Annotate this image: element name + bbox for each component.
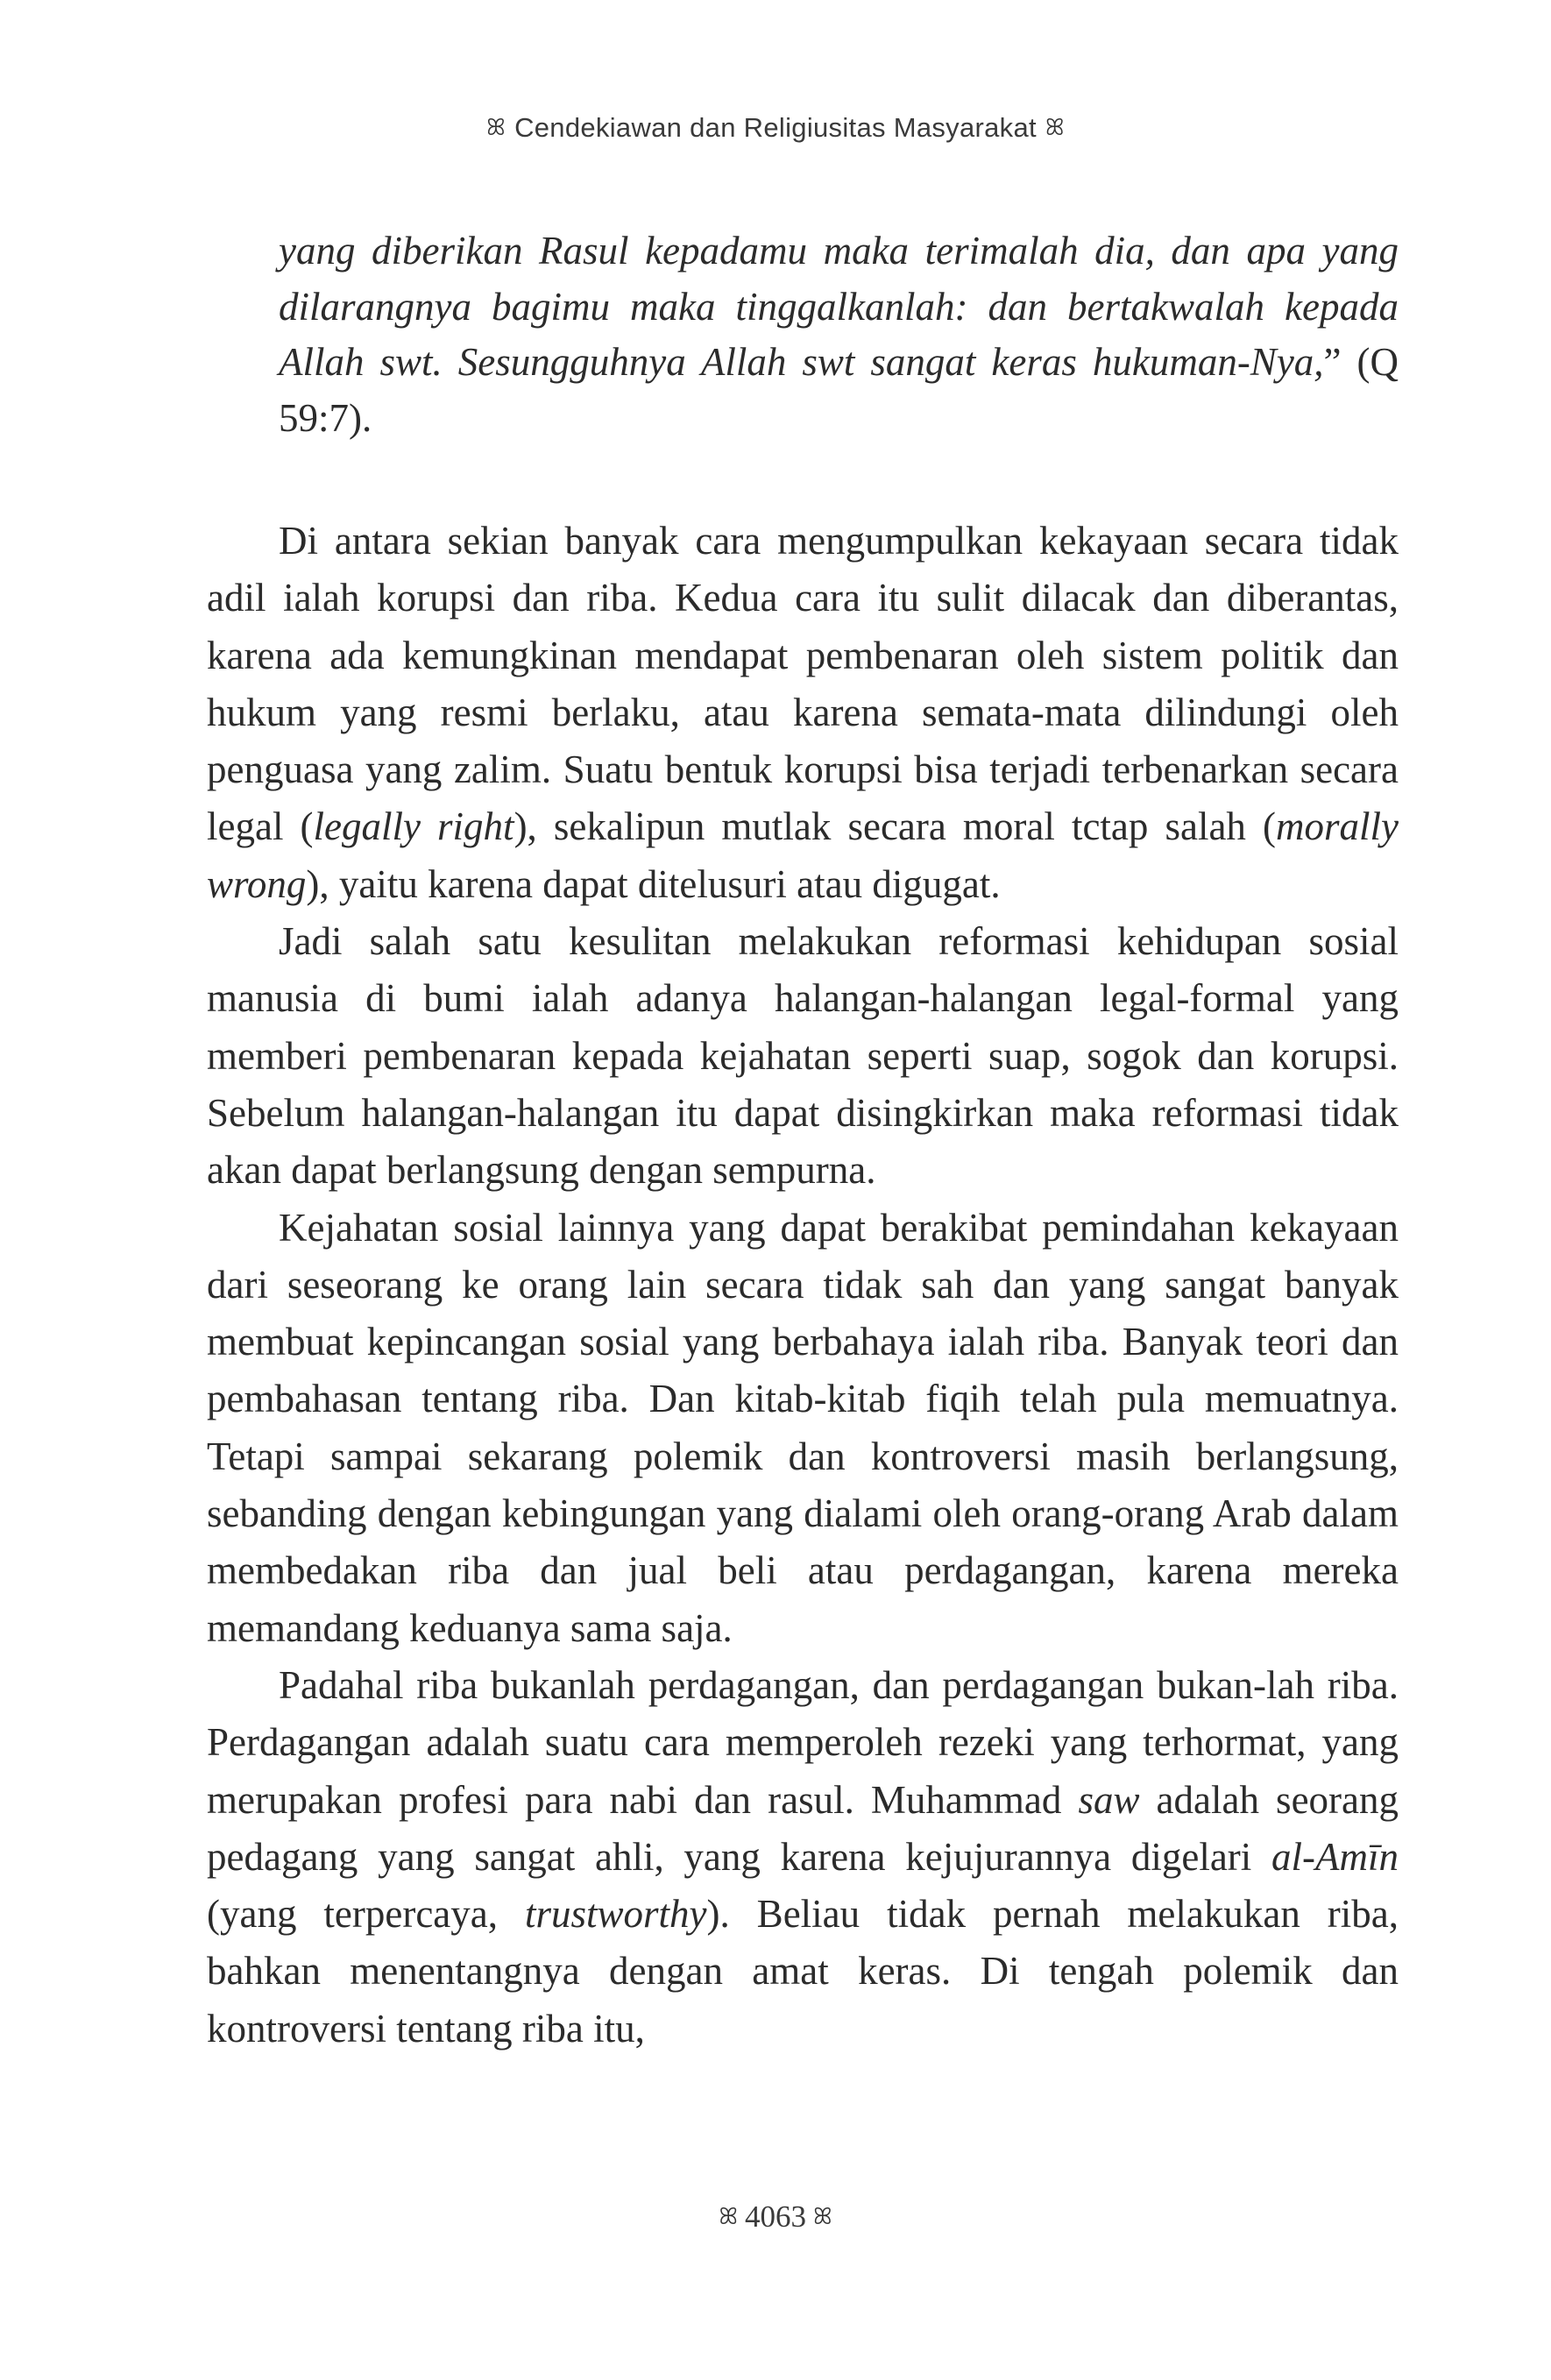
paragraph-4-italic-2: al-Amīn [1271,1834,1399,1879]
ornament-right-icon: ꕤ [1045,115,1065,141]
paragraph-4-part-d: ). Beliau tidak pernah melakukan riba, bahkan menentangnya dengan amat keras. Di tengah polemik dan kontroversi tentang riba itu, [207,1892,1399,2051]
paragraph-1-part-a: Di antara sekian banyak cara mengumpulkan kekayaan secara tidak adil ialah korupsi dan riba. Kedua cara itu sulit dilacak dan diberantas, karena ada kemungkinan mendapat pembenaran oleh sistem politik dan hukum yang resmi berlaku, atau karena semata-mata dilindungi oleh penguasa yang zalim. Suatu bentuk korupsi bisa terjadi terbenarkan secara legal ( [207,519,1399,849]
body-text [207,513,1399,2058]
paragraph-4-italic-1: saw [1078,1777,1140,1822]
paragraph-1-italic-2: morally wrong [207,804,1399,906]
paragraph-4-part-a: Padahal riba bukanlah perdagangan, dan perdagangan bukan-lah riba. Perdagangan adalah suatu cara memperoleh rezeki yang terhormat, yang merupakan profesi para nabi dan rasul. Muhammad [207,1662,1399,1822]
paragraph-4 [207,1657,1399,2058]
paragraph-1-part-c: ), yaitu karena dapat ditelusuri atau digugat. [306,861,1001,906]
paragraph-1-part-b: ), sekalipun mutlak secara moral tctap salah ( [513,804,1276,849]
ornament-right-icon: ꕤ [813,2204,832,2230]
paragraph-4-part-b: adalah seorang pedagang yang sangat ahli, yang karena kejujurannya digelari [207,1777,1399,1879]
paragraph-4-italic-3: trustworthy [524,1892,707,1937]
paragraph-1-italic-1: legally right [313,804,514,849]
paragraph-2: Jadi salah satu kesulitan melakukan reformasi kehidupan sosial manusia di bumi ialah adanya halangan-halangan legal-formal yang memberi pembenaran kepada kejahatan seperti suap, sogok dan korupsi. Sebelum halangan-halangan itu dapat disingkirkan maka reformasi tidak akan dapat berlangsung dengan sempurna. [207,919,1399,1193]
quran-quote [279,223,1399,446]
paragraph-4-part-c: (yang terpercaya, [207,1892,525,1937]
paragraph-1 [207,513,1399,913]
paragraph-3: Kejahatan sosial lainnya yang dapat berakibat pemindahan kekayaan dari seseorang ke orang lain secara tidak sah dan yang sangat banyak membuat kepincangan sosial yang berbahaya ialah riba. Banyak teori dan pembahasan tentang riba. Dan kitab-kitab fiqih telah pula memuatnya. Tetapi sampai sekarang polemik dan kontroversi masih berlangsung, sebanding dengan kebingungan yang dialami oleh orang-orang Arab dalam membedakan riba dan jual beli atau perdagangan, karena mereka memandang keduanya sama saja. [207,1205,1399,1650]
quote-reference: ” (Q 59:7). [279,340,1399,440]
page-number: 4063 [745,2199,806,2234]
page-footer [0,2199,1551,2235]
quote-italic-text: yang diberikan Rasul kepadamu maka terimalah dia, dan apa yang dilarangnya bagimu maka tinggalkanlah: dan bertakwalah kepada Allah swt. Sesungguhnya Allah swt sangat keras hukuman-Nya, [279,229,1399,384]
running-header [0,112,1551,144]
ornament-left-icon: ꕤ [719,2204,738,2230]
ornament-left-icon: ꕤ [486,115,506,141]
header-title: Cendekiawan dan Religiusitas Masyarakat [514,112,1037,143]
